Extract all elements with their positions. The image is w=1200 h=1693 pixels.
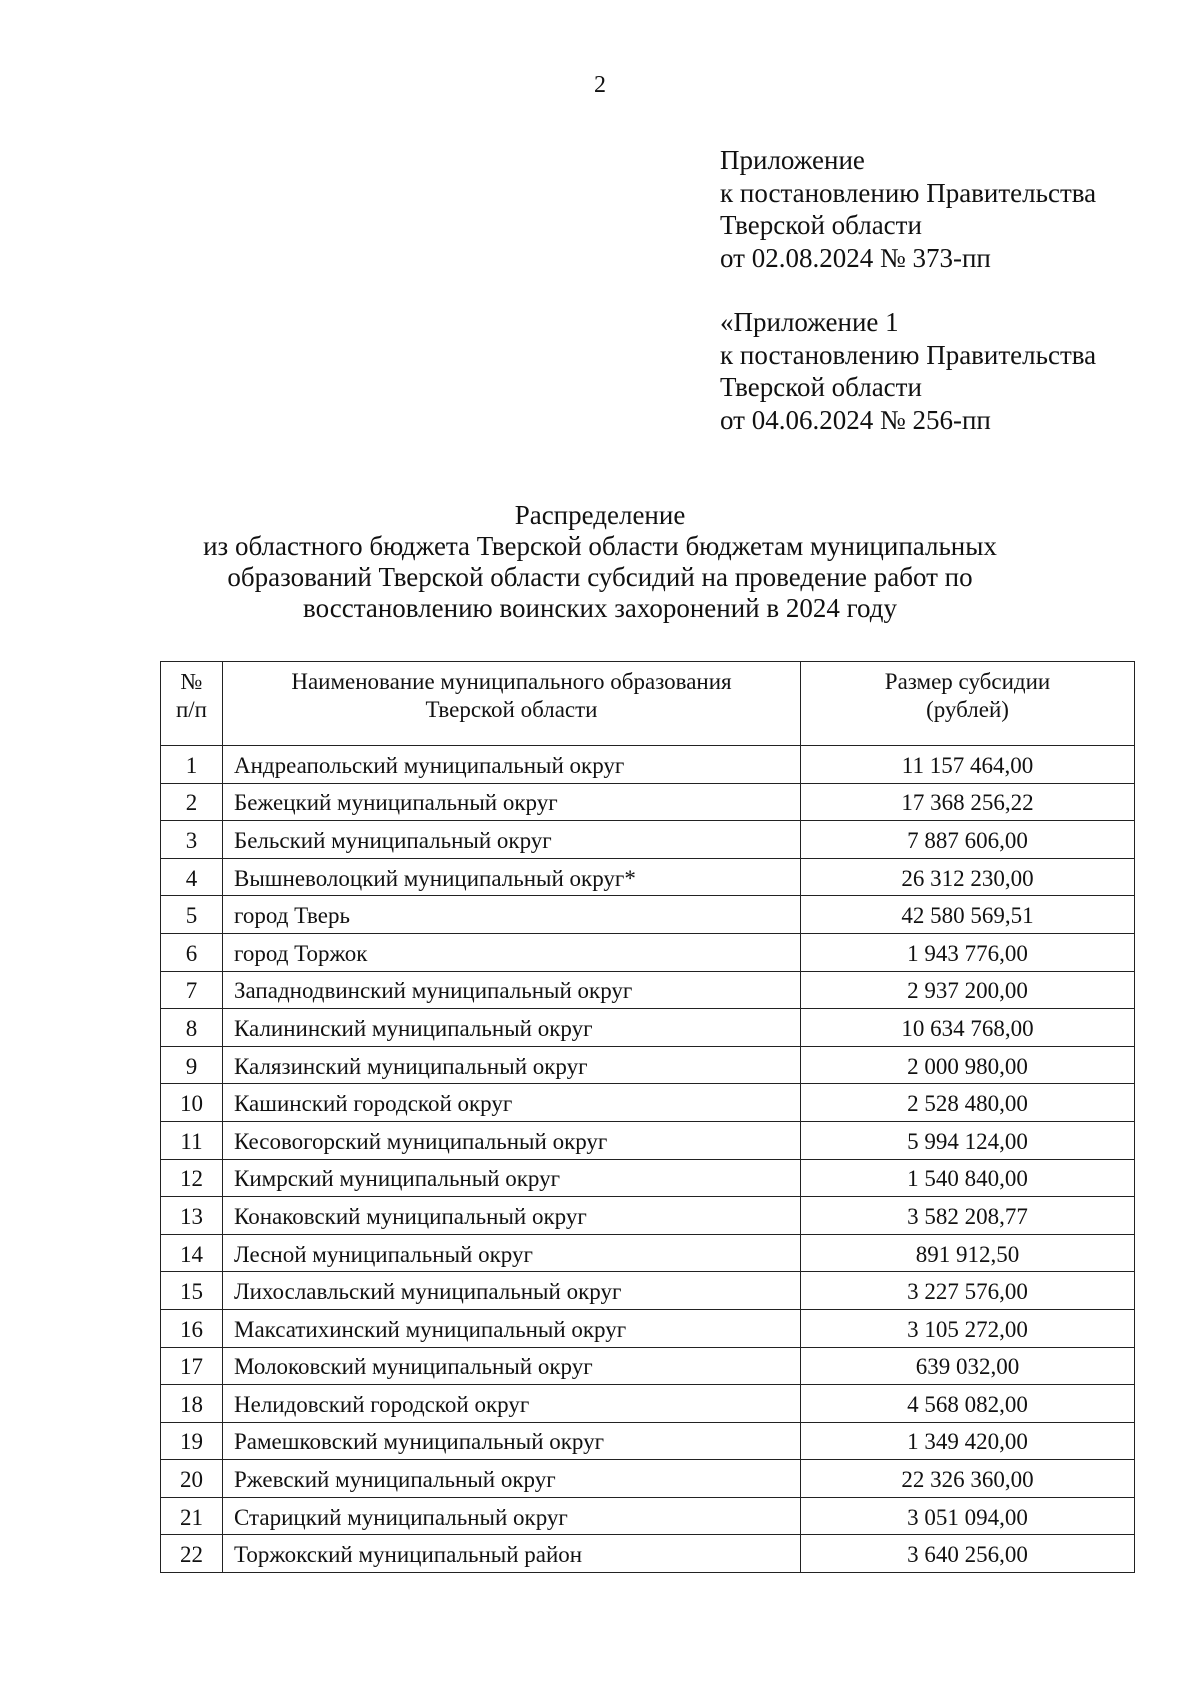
row-number: 11 xyxy=(161,1121,223,1159)
header-number xyxy=(161,662,223,746)
row-amount: 4 568 082,00 xyxy=(801,1385,1135,1423)
row-municipality: Калязинский муниципальный округ xyxy=(223,1046,801,1084)
table-row xyxy=(161,1159,1135,1197)
appendix-current-line-3: Тверской области xyxy=(720,210,922,240)
table-row xyxy=(161,1121,1135,1159)
row-amount: 3 640 256,00 xyxy=(801,1535,1135,1573)
row-municipality: Лихославльский муниципальный округ xyxy=(223,1272,801,1310)
table-row xyxy=(161,1234,1135,1272)
row-municipality: город Торжок xyxy=(223,933,801,971)
table-row xyxy=(161,1046,1135,1084)
subsidy-table xyxy=(160,661,1135,1573)
row-number: 5 xyxy=(161,896,223,934)
header-amount-line-1: Размер субсидии xyxy=(884,669,1051,694)
row-amount: 3 051 094,00 xyxy=(801,1497,1135,1535)
row-amount: 11 157 464,00 xyxy=(801,746,1135,784)
table-row xyxy=(161,1309,1135,1347)
row-municipality: Кимрский муниципальный округ xyxy=(223,1159,801,1197)
row-amount: 2 937 200,00 xyxy=(801,971,1135,1009)
row-number: 13 xyxy=(161,1197,223,1235)
row-municipality: Кесовогорский муниципальный округ xyxy=(223,1121,801,1159)
header-amount-line-2: (рублей) xyxy=(926,697,1009,722)
table-row xyxy=(161,1009,1135,1047)
table-row xyxy=(161,858,1135,896)
row-amount: 1 349 420,00 xyxy=(801,1422,1135,1460)
row-amount: 42 580 569,51 xyxy=(801,896,1135,934)
row-amount: 639 032,00 xyxy=(801,1347,1135,1385)
title-line-3: образований Тверской области субсидий на проведение работ по xyxy=(227,562,973,592)
header-municipality xyxy=(223,662,801,746)
row-amount: 17 368 256,22 xyxy=(801,783,1135,821)
row-amount: 5 994 124,00 xyxy=(801,1121,1135,1159)
page-number: 2 xyxy=(594,72,606,98)
row-number: 16 xyxy=(161,1309,223,1347)
row-number: 18 xyxy=(161,1385,223,1423)
table-header-row xyxy=(161,662,1135,746)
row-number: 12 xyxy=(161,1159,223,1197)
row-number: 2 xyxy=(161,783,223,821)
row-number: 17 xyxy=(161,1347,223,1385)
row-number: 20 xyxy=(161,1460,223,1498)
title-line-1: Распределение xyxy=(514,500,686,530)
table-row xyxy=(161,1535,1135,1573)
row-number: 9 xyxy=(161,1046,223,1084)
appendix-original-line-3: Тверской области xyxy=(720,372,922,402)
row-municipality: Вышневолоцкий муниципальный округ* xyxy=(223,858,801,896)
row-number: 3 xyxy=(161,821,223,859)
row-municipality: Нелидовский городской округ xyxy=(223,1385,801,1423)
header-number-line-1: № xyxy=(180,669,203,694)
table-row xyxy=(161,1385,1135,1423)
row-number: 4 xyxy=(161,858,223,896)
row-amount: 3 582 208,77 xyxy=(801,1197,1135,1235)
row-municipality: Бельский муниципальный округ xyxy=(223,821,801,859)
row-amount: 26 312 230,00 xyxy=(801,858,1135,896)
header-number-line-2: п/п xyxy=(175,697,207,722)
row-municipality: Ржевский муниципальный округ xyxy=(223,1460,801,1498)
row-municipality: Молоковский муниципальный округ xyxy=(223,1347,801,1385)
row-number: 22 xyxy=(161,1535,223,1573)
appendix-original-line-2: к постановлению Правительства xyxy=(720,339,1097,370)
appendix-current-line-4: от 02.08.2024 № 373-пп xyxy=(720,242,991,273)
row-municipality: Торжокский муниципальный район xyxy=(223,1535,801,1573)
title-line-2: из областного бюджета Тверской области бюджетам муниципальных xyxy=(203,531,997,561)
appendix-current-line-2: к постановлению Правительства xyxy=(720,177,1097,208)
appendix-original-line-1: «Приложение 1 xyxy=(720,307,899,337)
row-amount: 3 227 576,00 xyxy=(801,1272,1135,1310)
row-amount: 7 887 606,00 xyxy=(801,821,1135,859)
appendix-current-line-1: Приложение xyxy=(720,145,865,175)
row-amount: 1 943 776,00 xyxy=(801,933,1135,971)
appendix-current-header xyxy=(720,144,1096,274)
table-row xyxy=(161,746,1135,784)
row-municipality: Старицкий муниципальный округ xyxy=(223,1497,801,1535)
row-amount: 2 528 480,00 xyxy=(801,1084,1135,1122)
table-body xyxy=(161,746,1135,1573)
row-number: 1 xyxy=(161,746,223,784)
row-number: 15 xyxy=(161,1272,223,1310)
table-row xyxy=(161,1422,1135,1460)
row-amount: 891 912,50 xyxy=(801,1234,1135,1272)
table-row xyxy=(161,1497,1135,1535)
row-amount: 22 326 360,00 xyxy=(801,1460,1135,1498)
table-row xyxy=(161,1197,1135,1235)
row-municipality: Западнодвинский муниципальный округ xyxy=(223,971,801,1009)
row-number: 21 xyxy=(161,1497,223,1535)
row-amount: 3 105 272,00 xyxy=(801,1309,1135,1347)
appendix-original-header xyxy=(720,306,1096,436)
appendix-original-line-4: от 04.06.2024 № 256-пп xyxy=(720,404,991,435)
row-municipality: Конаковский муниципальный округ xyxy=(223,1197,801,1235)
header-municipality-line-2: Тверской области xyxy=(425,697,598,722)
table-row xyxy=(161,783,1135,821)
row-amount: 10 634 768,00 xyxy=(801,1009,1135,1047)
table-row xyxy=(161,1347,1135,1385)
title-line-4: восстановлению воинских захоронений в 2024 году xyxy=(303,593,897,623)
row-municipality: Кашинский городской округ xyxy=(223,1084,801,1122)
row-number: 10 xyxy=(161,1084,223,1122)
header-amount xyxy=(801,662,1135,746)
row-municipality: Рамешковский муниципальный округ xyxy=(223,1422,801,1460)
header-municipality-line-1: Наименование муниципального образования xyxy=(291,669,732,694)
row-municipality: Лесной муниципальный округ xyxy=(223,1234,801,1272)
table-row xyxy=(161,1084,1135,1122)
row-number: 14 xyxy=(161,1234,223,1272)
row-number: 6 xyxy=(161,933,223,971)
row-municipality: Бежецкий муниципальный округ xyxy=(223,783,801,821)
row-municipality: город Тверь xyxy=(223,896,801,934)
row-municipality: Калининский муниципальный округ xyxy=(223,1009,801,1047)
table-row xyxy=(161,933,1135,971)
table-row xyxy=(161,971,1135,1009)
table-row xyxy=(161,821,1135,859)
row-amount: 1 540 840,00 xyxy=(801,1159,1135,1197)
table-row xyxy=(161,1460,1135,1498)
table-row xyxy=(161,896,1135,934)
table-row xyxy=(161,1272,1135,1310)
row-municipality: Максатихинский муниципальный округ xyxy=(223,1309,801,1347)
row-number: 8 xyxy=(161,1009,223,1047)
row-number: 7 xyxy=(161,971,223,1009)
row-amount: 2 000 980,00 xyxy=(801,1046,1135,1084)
document-title xyxy=(0,500,1200,624)
row-number: 19 xyxy=(161,1422,223,1460)
row-municipality: Андреапольский муниципальный округ xyxy=(223,746,801,784)
